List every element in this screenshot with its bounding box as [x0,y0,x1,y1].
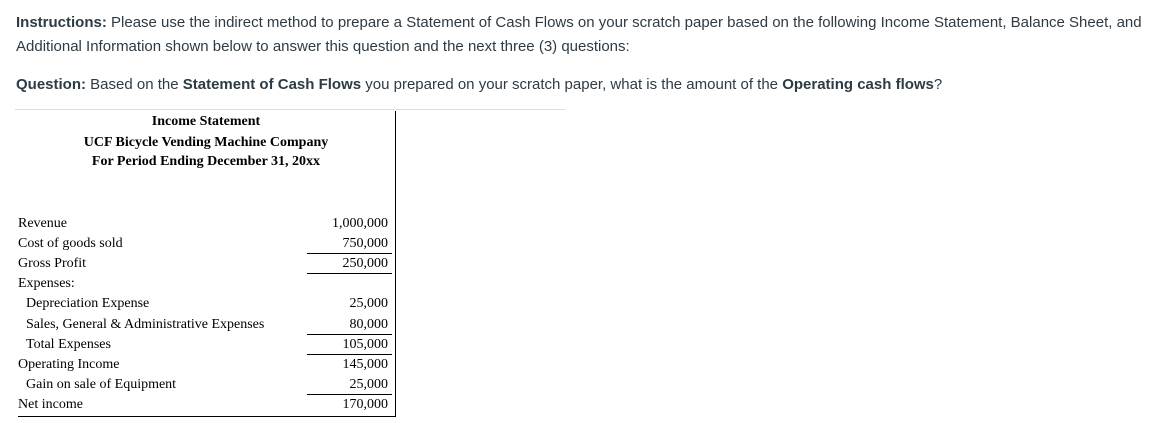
row-value: 750,000 [342,236,388,251]
question-label: Question: [16,76,86,93]
row-value: 105,000 [342,337,388,352]
row-label: Operating Income [18,357,120,372]
row-label: Revenue [18,216,67,231]
instructions-paragraph [16,11,1146,59]
row-value: 145,000 [342,357,388,372]
row-label: Depreciation Expense [26,296,150,311]
question-paragraph [16,73,1146,97]
instructions-text: Please use the indirect method to prepare a Statement of Cash Flows on your scratch paper based on the following Income Statement, Balance Sheet, and Additional Information shown below to answer this question and the next three (3) questions: [16,14,1142,55]
row-label: Gain on sale of Equipment [26,377,177,392]
income-statement [16,111,396,417]
row-total-expenses [18,335,392,355]
row-operating-income [18,355,392,375]
row-value: 1,000,000 [332,216,388,231]
row-value: 250,000 [342,256,388,271]
row-label: Sales, General & Administrative Expenses [26,317,265,332]
row-revenue [18,214,392,234]
row-value: 80,000 [349,317,388,332]
row-sga [18,315,392,335]
question-bold-1: Statement of Cash Flows [182,76,362,93]
question-text-3: ? [933,76,943,93]
row-value: 170,000 [342,397,388,412]
instructions-label: Instructions: [16,14,107,31]
company-name: UCF Bicycle Vending Machine Company [83,135,329,150]
row-cogs [18,234,392,254]
question-text-2: you prepared on your scratch paper, what is the amount of the [361,76,783,93]
question-bold-2: Operating cash flows [782,76,934,93]
row-gain-equipment [18,375,392,395]
row-gross-profit [18,254,392,274]
row-value: 25,000 [349,296,388,311]
row-value: 25,000 [349,377,388,392]
row-expenses-header [18,274,392,294]
statement-title: Income Statement [151,114,261,129]
section-divider [15,109,565,110]
row-label: Net income [18,397,83,412]
statement-period: For Period Ending December 31, 20xx [91,154,321,169]
row-label: Cost of goods sold [18,236,123,251]
row-net-income [18,395,392,415]
row-label: Total Expenses [26,337,111,352]
row-label: Expenses: [18,276,75,291]
question-text-1: Based on the [86,76,183,93]
row-depreciation [18,294,392,314]
row-label: Gross Profit [18,256,87,271]
